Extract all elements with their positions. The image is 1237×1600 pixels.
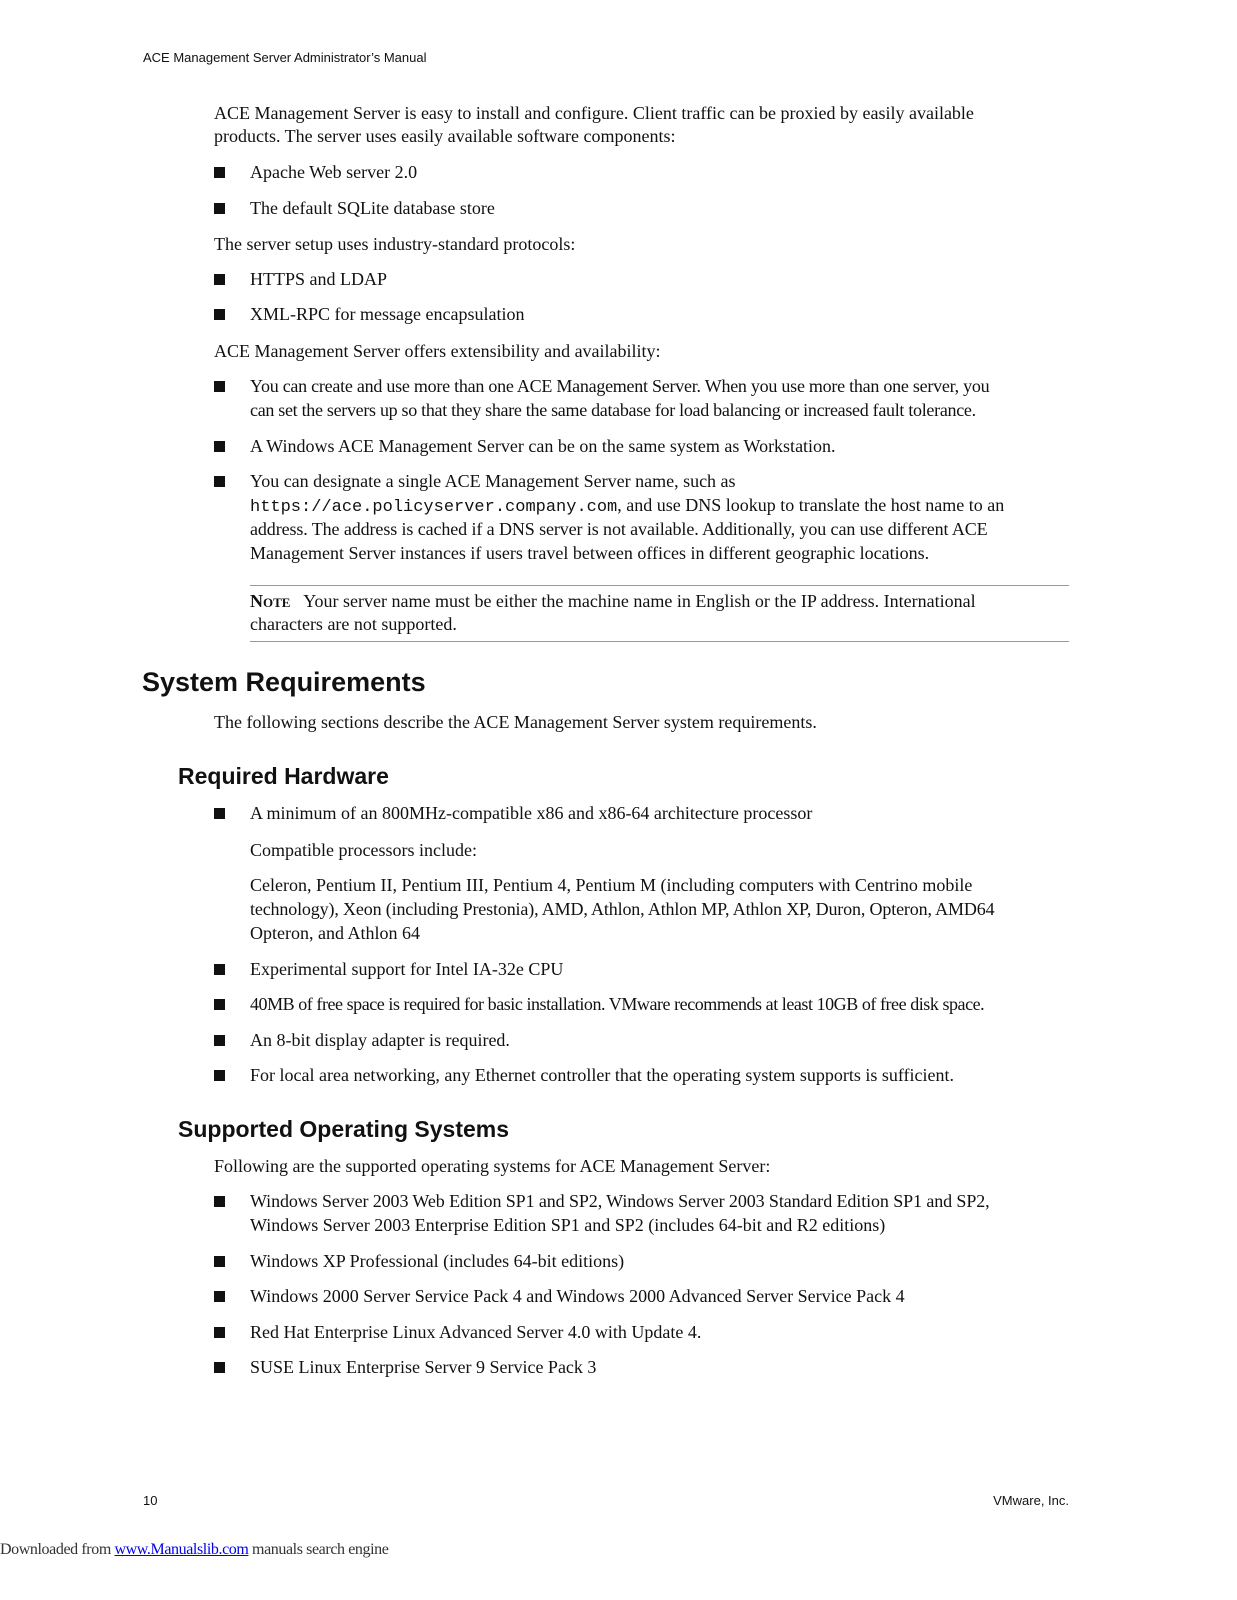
- bullet-icon: [214, 808, 225, 819]
- os-item-windows-xp: Windows XP Professional (includes 64-bit editions): [250, 1251, 625, 1271]
- bullet-icon: [214, 999, 225, 1010]
- compatible-processors-line-2: technology), Xeon (including Prestonia), AMD, Athlon, Athlon MP, Athlon XP, Duron, Opteron, AMD64: [250, 899, 995, 919]
- hardware-item-display-adapter: An 8-bit display adapter is required.: [250, 1030, 510, 1050]
- hardware-item-networking: For local area networking, any Ethernet controller that the operating system supports is sufficient.: [250, 1065, 954, 1085]
- bullet-icon: [214, 964, 225, 975]
- list-item-dns-line-1: You can designate a single ACE Management Server name, such as: [250, 471, 736, 491]
- os-intro: Following are the supported operating systems for ACE Management Server:: [214, 1156, 771, 1176]
- os-item-windows-2003-line-2: Windows Server 2003 Enterprise Edition SP1 and SP2 (includes 64-bit and R2 editions): [250, 1215, 886, 1235]
- download-prefix: Downloaded from: [0, 1541, 115, 1558]
- system-requirements-intro: The following sections describe the ACE Management Server system requirements.: [214, 712, 817, 732]
- list-item-dns-line-3: address. The address is cached if a DNS server is not available. Additionally, you can use different ACE: [250, 519, 988, 539]
- list-item-windows-same-system: A Windows ACE Management Server can be on the same system as Workstation.: [250, 436, 836, 456]
- hardware-item-ia32e: Experimental support for Intel IA-32e CPU: [250, 959, 564, 979]
- dns-line-2-rest: , and use DNS lookup to translate the host name to an: [617, 495, 1005, 515]
- bullet-icon: [214, 203, 225, 214]
- bullet-icon: [214, 441, 225, 452]
- bullet-icon: [214, 1196, 225, 1207]
- intro-paragraph-line-1: ACE Management Server is easy to install and configure. Client traffic can be proxied by easily available: [214, 103, 974, 123]
- intro-paragraph-line-2: products. The server uses easily available software components:: [214, 126, 676, 146]
- page-number: 10: [143, 1493, 158, 1508]
- bullet-icon: [214, 1291, 225, 1302]
- bullet-icon: [214, 167, 225, 178]
- note-label: Note: [250, 591, 291, 611]
- bullet-icon: [214, 1035, 225, 1046]
- os-item-suse: SUSE Linux Enterprise Server 9 Service Pack 3: [250, 1357, 597, 1377]
- list-item-xml-rpc: XML-RPC for message encapsulation: [250, 304, 525, 324]
- bullet-icon: [214, 1070, 225, 1081]
- bullet-icon: [214, 476, 225, 487]
- download-suffix: manuals search engine: [248, 1541, 389, 1558]
- os-item-windows-2000: Windows 2000 Server Service Pack 4 and Windows 2000 Advanced Server Service Pack 4: [250, 1286, 905, 1306]
- compatible-processors-intro: Compatible processors include:: [250, 840, 477, 860]
- os-item-windows-2003-line-1: Windows Server 2003 Web Edition SP1 and SP2, Windows Server 2003 Standard Edition SP1 and SP2,: [250, 1191, 990, 1211]
- list-item-apache: Apache Web server 2.0: [250, 162, 418, 182]
- note-text: Your server name must be either the machine name in English or the IP address. International: [303, 591, 976, 611]
- compatible-processors-line-3: Opteron, and Athlon 64: [250, 923, 420, 943]
- os-item-red-hat: Red Hat Enterprise Linux Advanced Server 4.0 with Update 4.: [250, 1322, 702, 1342]
- note-bottom-rule: [250, 641, 1069, 642]
- subsection-heading-required-hardware: Required Hardware: [178, 763, 389, 789]
- bullet-icon: [214, 1362, 225, 1373]
- note-top-rule: [250, 585, 1069, 586]
- footer-company: VMware, Inc.: [993, 1493, 1069, 1508]
- running-header: ACE Management Server Administrator’s Manual: [143, 50, 427, 65]
- list-item-dns-line-4: Management Server instances if users travel between offices in different geographic locations.: [250, 543, 930, 563]
- extensibility-intro: ACE Management Server offers extensibility and availability:: [214, 341, 661, 361]
- list-item-sqlite: The default SQLite database store: [250, 198, 495, 218]
- compatible-processors-line-1: Celeron, Pentium II, Pentium III, Pentium 4, Pentium M (including computers with Centrino mobile: [250, 875, 973, 895]
- server-url: https://ace.policyserver.company.com: [250, 498, 618, 517]
- bullet-icon: [214, 274, 225, 285]
- section-heading-system-requirements: System Requirements: [142, 667, 426, 697]
- download-source-line: [0, 1541, 388, 1559]
- bullet-icon: [214, 1327, 225, 1338]
- list-item-https-ldap: HTTPS and LDAP: [250, 269, 388, 289]
- hardware-item-disk-space: 40MB of free space is required for basic installation. VMware recommends at least 10GB of free disk space.: [250, 994, 985, 1014]
- note-line-1: [250, 589, 976, 613]
- protocols-intro: The server setup uses industry-standard protocols:: [214, 234, 576, 254]
- note-line-2: characters are not supported.: [250, 614, 457, 634]
- list-item-multiple-servers-line-2: can set the servers up so that they share the same database for load balancing or increased fault tolerance.: [250, 400, 976, 420]
- bullet-icon: [214, 1256, 225, 1267]
- manualslib-link[interactable]: www.Manualslib.com: [114, 1541, 249, 1558]
- hardware-item-processor: A minimum of an 800MHz-compatible x86 and x86-64 architecture processor: [250, 803, 813, 823]
- list-item-dns-line-2: [250, 493, 1004, 520]
- list-item-multiple-servers-line-1: You can create and use more than one ACE Management Server. When you use more than one server, you: [250, 376, 990, 396]
- bullet-icon: [214, 381, 225, 392]
- bullet-icon: [214, 309, 225, 320]
- subsection-heading-supported-os: Supported Operating Systems: [178, 1116, 510, 1142]
